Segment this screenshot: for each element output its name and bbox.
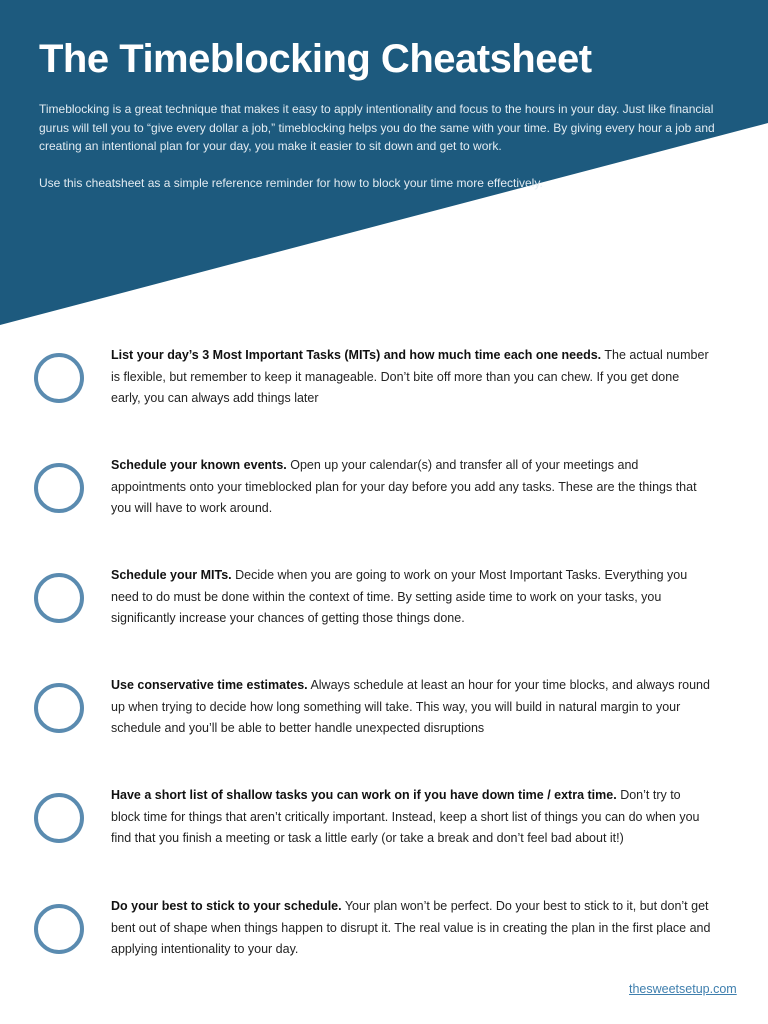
checklist-item xyxy=(0,675,768,765)
checklist-item xyxy=(0,785,768,875)
checklist-item-body: Decide when you are going to work on your Most Important Tasks. Everything you need to do must be done within the context of time. By setting aside time to work on your tasks, you significantly increase your chances of getting those things done. xyxy=(111,568,688,626)
checklist-item-body: Your plan won’t be perfect. Do your best to stick to it, but don’t get bent out of shape when things happen to disrupt it. The real value is in creating the plan in the first place and applying intentionality to your day. xyxy=(111,899,711,957)
checklist-item-heading: Have a short list of shallow tasks you can work on if you have down time / extra time. xyxy=(111,788,617,802)
checklist-item-heading: Do your best to stick to your schedule. xyxy=(111,899,342,913)
checklist-item-heading: Schedule your MITs. xyxy=(111,568,232,582)
intro-text xyxy=(39,100,739,192)
intro-paragraph: Timeblocking is a great technique that makes it easy to apply intentionality and focus to the hours in your day. Just like financial gurus will tell you to “give every dollar a job,” timeblocking helps you do the same with your time. By giving every hour a job and creating an intentional plan for your day, you make it easier to sit down and get to work. xyxy=(39,102,715,153)
checklist-item xyxy=(0,455,768,545)
checklist-item-heading: Schedule your known events. xyxy=(111,458,287,472)
checklist-item-body: Always schedule at least an hour for your time blocks, and always round up when trying to decide how long something will take. This way, you will build in natural margin to your schedule and you’ll be able to better handle unexpected disruptions xyxy=(111,678,710,736)
checklist-item xyxy=(0,345,768,435)
checklist-item-text xyxy=(111,785,711,850)
checklist-item-text xyxy=(111,455,711,520)
page-title: The Timeblocking Cheatsheet xyxy=(39,37,592,81)
checklist-item-text xyxy=(111,675,711,740)
checklist-item xyxy=(0,896,768,986)
checklist-item-heading: List your day’s 3 Most Important Tasks (MITs) and how much time each one needs. xyxy=(111,348,602,362)
checklist-item-text xyxy=(111,565,711,630)
checklist-item-text xyxy=(111,345,711,410)
checklist-item-heading: Use conservative time estimates. xyxy=(111,678,308,692)
checkbox-circle-icon[interactable] xyxy=(34,353,84,403)
checkbox-circle-icon[interactable] xyxy=(34,793,84,843)
intro-paragraph: Use this cheatsheet as a simple reference reminder for how to block your time more effectively. xyxy=(39,175,543,190)
checklist-item-text xyxy=(111,896,711,961)
checklist-item xyxy=(0,565,768,655)
checkbox-circle-icon[interactable] xyxy=(34,683,84,733)
checklist-item-body: Open up your calendar(s) and transfer all of your meetings and appointments onto your timeblocked plan for your day before you add any tasks. These are the things that you will have to work around. xyxy=(111,458,697,516)
checkbox-circle-icon[interactable] xyxy=(34,573,84,623)
checkbox-circle-icon[interactable] xyxy=(34,904,84,954)
checkbox-circle-icon[interactable] xyxy=(34,463,84,513)
footer-website-link[interactable]: thesweetsetup.com xyxy=(629,982,737,996)
checklist-item-body: The actual number is flexible, but remember to keep it manageable. Don’t bite off more than you can chew. If you get done early, you can always add things later xyxy=(111,348,709,406)
checklist-item-body: Don’t try to block time for things that aren’t critically important. Instead, keep a short list of things you can do when you find that you finish a meeting or task a little early (or take a break and don’t feel bad about it!) xyxy=(111,788,700,846)
